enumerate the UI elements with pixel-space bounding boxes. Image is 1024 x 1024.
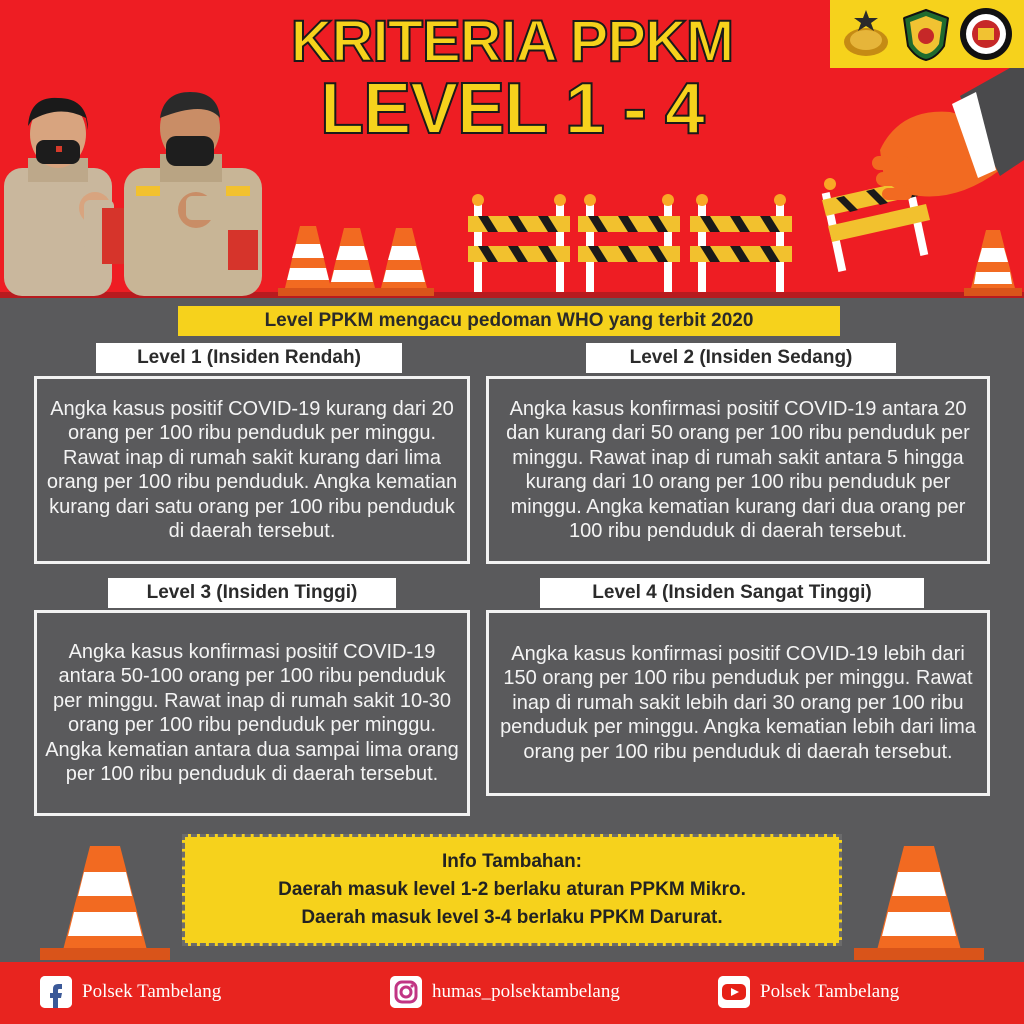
instagram-text: humas_polsektambelang bbox=[432, 981, 620, 1002]
title-line-2: LEVEL 1 - 4 bbox=[320, 69, 704, 149]
instagram-link[interactable] bbox=[390, 976, 620, 1008]
police-star-icon bbox=[838, 6, 894, 62]
level-2-box bbox=[486, 376, 990, 564]
level-2-text: Angka kasus konfirmasi positif COVID-19 antara 20 dan kurang dari 50 orang per 100 ribu penduduk per minggu. Rawat inap di rumah sakit antara 5 hingga kurang dari 10 orang per 100 ribu penduduk per minggu. Angka kematian kurang dari dua orang per 100 ribu penduduk di daerah tersebut. bbox=[506, 397, 970, 542]
level-3-box bbox=[34, 610, 470, 816]
level-4-box bbox=[486, 610, 990, 796]
info-box bbox=[182, 834, 842, 946]
footer bbox=[0, 962, 1024, 1024]
level-3-label: Level 3 (Insiden Tinggi) bbox=[108, 578, 396, 608]
facebook-text: Polsek Tambelang bbox=[82, 981, 222, 1002]
polsek-badge-icon bbox=[958, 6, 1014, 62]
instagram-icon bbox=[390, 976, 422, 1008]
youtube-icon bbox=[718, 976, 750, 1008]
traffic-cone-icon bbox=[278, 226, 338, 296]
barricade-icon bbox=[690, 194, 792, 292]
youtube-link[interactable] bbox=[718, 976, 899, 1008]
level-4-label: Level 4 (Insiden Sangat Tinggi) bbox=[540, 578, 924, 608]
level-1-text: Angka kasus positif COVID-19 kurang dari 20 orang per 100 ribu penduduk per minggu. Rawat inap di rumah sakit kurang dari lima orang per 100 ribu penduduk. Angka kematian kurang dari satu orang per 100 ribu penduduk di daerah tersebut. bbox=[46, 397, 458, 542]
level-4-text: Angka kasus konfirmasi positif COVID-19 lebih dari 150 orang per 100 ribu penduduk per minggu. Rawat inap di rumah sakit lebih dari 30 orang per 100 ribu penduduk per minggu. Angka kematian lebih dari lima orang per 100 ribu penduduk di daerah tersebut. bbox=[500, 642, 976, 763]
logo-group bbox=[830, 0, 1024, 68]
barricade-icon bbox=[578, 194, 680, 292]
level-2-label: Level 2 (Insiden Sedang) bbox=[586, 343, 896, 373]
facebook-link[interactable] bbox=[40, 976, 221, 1008]
info-line-2: Daerah masuk level 3-4 berlaku PPKM Darurat. bbox=[301, 907, 723, 928]
youtube-text: Polsek Tambelang bbox=[760, 981, 900, 1002]
info-line-1: Daerah masuk level 1-2 berlaku aturan PPKM Mikro. bbox=[278, 879, 746, 900]
level-1-box bbox=[34, 376, 470, 564]
traffic-cone-icon bbox=[374, 228, 434, 296]
traffic-cone-icon bbox=[40, 846, 170, 960]
header bbox=[0, 0, 1024, 300]
traffic-cone-icon bbox=[964, 230, 1022, 296]
who-banner-text: Level PPKM mengacu pedoman WHO yang terbit 2020 bbox=[264, 310, 754, 331]
metro-jaya-logo-icon bbox=[898, 6, 954, 62]
content-panel bbox=[0, 298, 1024, 962]
who-banner bbox=[178, 306, 840, 336]
level-1-label: Level 1 (Insiden Rendah) bbox=[96, 343, 402, 373]
traffic-cone-icon bbox=[322, 228, 382, 296]
barricade-icon bbox=[468, 194, 570, 292]
info-title: Info Tambahan: bbox=[441, 851, 583, 872]
traffic-cone-icon bbox=[854, 846, 984, 960]
title-line-1: KRITERIA PPKM bbox=[290, 9, 734, 74]
level-3-text: Angka kasus konfirmasi positif COVID-19 antara 50-100 orang per 100 ribu penduduk per minggu. Rawat inap di rumah sakit 10-30 orang per 100 ribu penduduk per minggu. Angka kematian antara dua sampai lima orang per 100 ribu penduduk di daerah tersebut. bbox=[45, 640, 459, 785]
facebook-icon bbox=[40, 976, 72, 1008]
